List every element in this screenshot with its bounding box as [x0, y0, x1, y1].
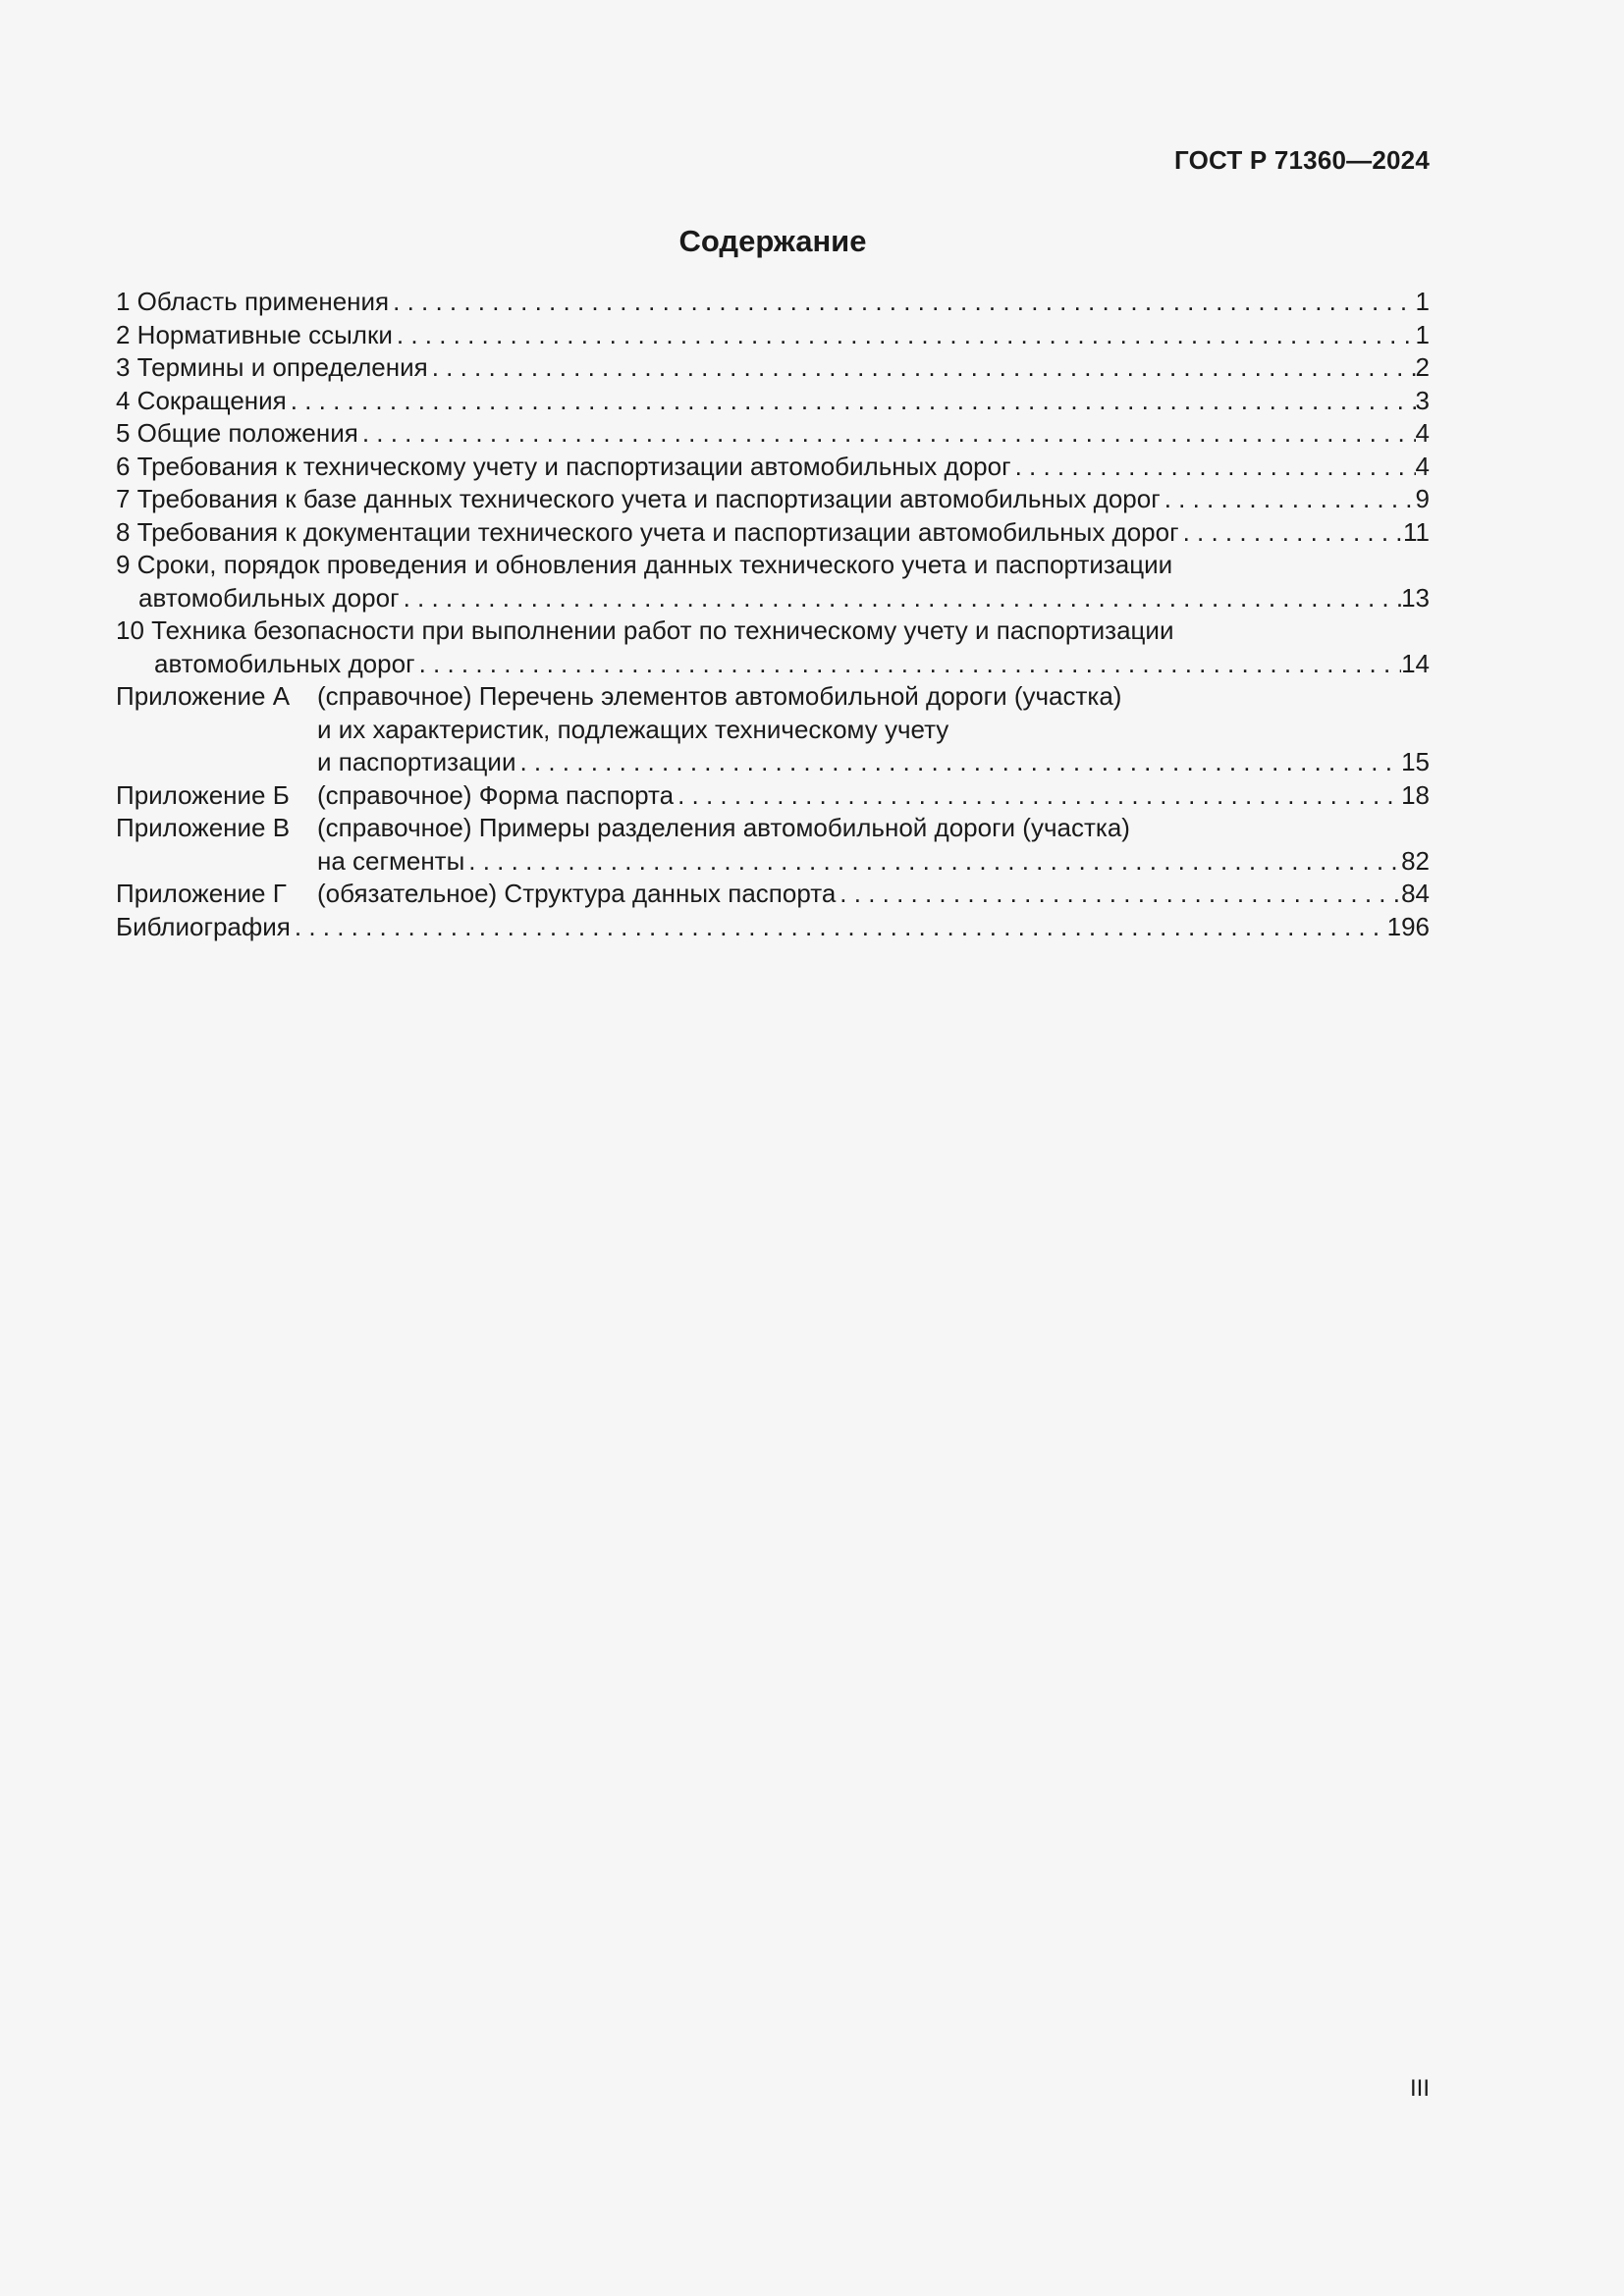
dot-leader — [836, 878, 1401, 911]
toc-entry-1[interactable] — [116, 286, 1430, 319]
toc-line — [116, 417, 1430, 451]
toc-appendix-v[interactable] — [116, 812, 1430, 878]
toc-page-number: 13 — [1401, 582, 1430, 613]
toc-entry-10[interactable] — [116, 614, 1430, 680]
toc-page-number: 1 — [1415, 287, 1430, 316]
toc-page-number: 15 — [1401, 747, 1430, 776]
toc-page-number: 4 — [1415, 451, 1430, 481]
toc-entry-title: 7 Требования к базе данных технического учета и паспортизации автомобильных дорог — [116, 484, 1161, 513]
toc-page-number: 9 — [1415, 484, 1430, 513]
toc-entry-title: 8 Требования к документации технического учета и паспортизации автомобильных дорог — [116, 516, 1179, 547]
appendix-label: Приложение В — [116, 813, 291, 842]
toc-line — [116, 451, 1430, 484]
appendix-label: Приложение Г — [116, 879, 287, 908]
toc-page-number: 14 — [1401, 648, 1430, 678]
dot-leader — [389, 286, 1415, 319]
toc-entry-title: 1 Область применения — [116, 287, 390, 316]
appendix-body — [317, 812, 1430, 878]
toc-line — [116, 319, 1430, 352]
dot-leader — [358, 417, 1416, 451]
toc-line — [116, 516, 1430, 550]
toc-entry-7[interactable] — [116, 483, 1430, 516]
dot-leader — [674, 779, 1401, 813]
toc-line — [317, 845, 1430, 879]
toc-entry-title-continued: автомобильных дорог — [154, 648, 415, 678]
toc-appendix-b[interactable] — [116, 779, 1430, 813]
toc-entry-8[interactable] — [116, 516, 1430, 550]
appendix-title-continued: на сегменты — [317, 845, 465, 876]
toc-line — [317, 779, 1430, 813]
toc-page-number: 82 — [1401, 845, 1430, 876]
dot-leader — [515, 746, 1401, 779]
toc-entry-title: 2 Нормативные ссылки — [116, 319, 393, 349]
table-of-contents — [116, 286, 1430, 943]
toc-line — [317, 746, 1430, 779]
dot-leader — [400, 582, 1402, 615]
appendix-title: (обязательное) Структура данных паспорта — [317, 879, 837, 908]
appendix-label: Приложение Б — [116, 779, 290, 810]
dot-leader — [1161, 483, 1416, 516]
toc-entry-title: 10 Техника безопасности при выполнении работ по техническому учету и паспортизации — [116, 615, 1174, 645]
toc-line — [116, 582, 1430, 615]
toc-line — [116, 385, 1430, 418]
toc-page-number: 2 — [1415, 352, 1430, 382]
dot-leader — [464, 845, 1401, 879]
toc-entry-title: 3 Термины и определения — [116, 352, 428, 382]
toc-line — [317, 878, 1430, 911]
toc-entry-6[interactable] — [116, 451, 1430, 484]
toc-line — [116, 351, 1430, 385]
toc-entry-title-continued: автомобильных дорог — [138, 582, 400, 613]
toc-page-number: 196 — [1386, 911, 1430, 941]
appendix-body — [317, 680, 1430, 779]
toc-entry-title: Библиография — [116, 911, 291, 941]
page-title: Содержание — [678, 224, 867, 258]
dot-leader — [415, 648, 1402, 681]
toc-page-number: 18 — [1401, 779, 1430, 810]
toc-entry-title: 6 Требования к техническому учету и паспортизации автомобильных дорог — [116, 451, 1011, 481]
toc-entry-4[interactable] — [116, 385, 1430, 418]
toc-line — [116, 483, 1430, 516]
toc-bibliography[interactable] — [116, 911, 1430, 944]
toc-page-number: 1 — [1415, 319, 1430, 349]
toc-page-number: 84 — [1401, 879, 1430, 908]
appendix-label: Приложение А — [116, 681, 291, 711]
page-number: III — [1409, 2075, 1430, 2102]
appendix-title: (справочное) Примеры разделения автомобильной дороги (участка) — [317, 813, 1130, 842]
toc-entry-9[interactable] — [116, 549, 1430, 614]
appendix-body — [317, 878, 1430, 911]
toc-entry-title: 5 Общие положения — [116, 418, 358, 448]
toc-entry-2[interactable] — [116, 319, 1430, 352]
appendix-body — [317, 779, 1430, 813]
toc-entry-3[interactable] — [116, 351, 1430, 385]
toc-entry-title: 4 Сокращения — [116, 385, 287, 415]
toc-line — [116, 286, 1430, 319]
dot-leader — [393, 319, 1416, 352]
toc-entry-5[interactable] — [116, 417, 1430, 451]
dot-leader — [1011, 451, 1416, 484]
toc-line — [116, 911, 1430, 944]
toc-page-number: 3 — [1415, 385, 1430, 415]
appendix-title: (справочное) Перечень элементов автомобильной дороги (участка) — [317, 681, 1122, 711]
appendix-title: (справочное) Форма паспорта — [317, 779, 675, 810]
toc-page-number: 4 — [1415, 418, 1430, 448]
dot-leader — [287, 385, 1416, 418]
toc-page-number: 11 — [1403, 516, 1430, 547]
toc-appendix-g[interactable] — [116, 878, 1430, 911]
toc-appendix-a[interactable] — [116, 680, 1430, 779]
dot-leader — [428, 351, 1416, 385]
dot-leader — [1179, 516, 1403, 550]
toc-line — [116, 648, 1430, 681]
dot-leader — [291, 911, 1387, 944]
appendix-title-continued: и паспортизации — [317, 747, 516, 776]
appendix-title-continued: и их характеристик, подлежащих техническому учету — [317, 714, 949, 744]
document-id: ГОСТ Р 71360—2024 — [1174, 145, 1430, 175]
toc-entry-title: 9 Сроки, порядок проведения и обновления данных технического учета и паспортизации — [116, 550, 1173, 579]
